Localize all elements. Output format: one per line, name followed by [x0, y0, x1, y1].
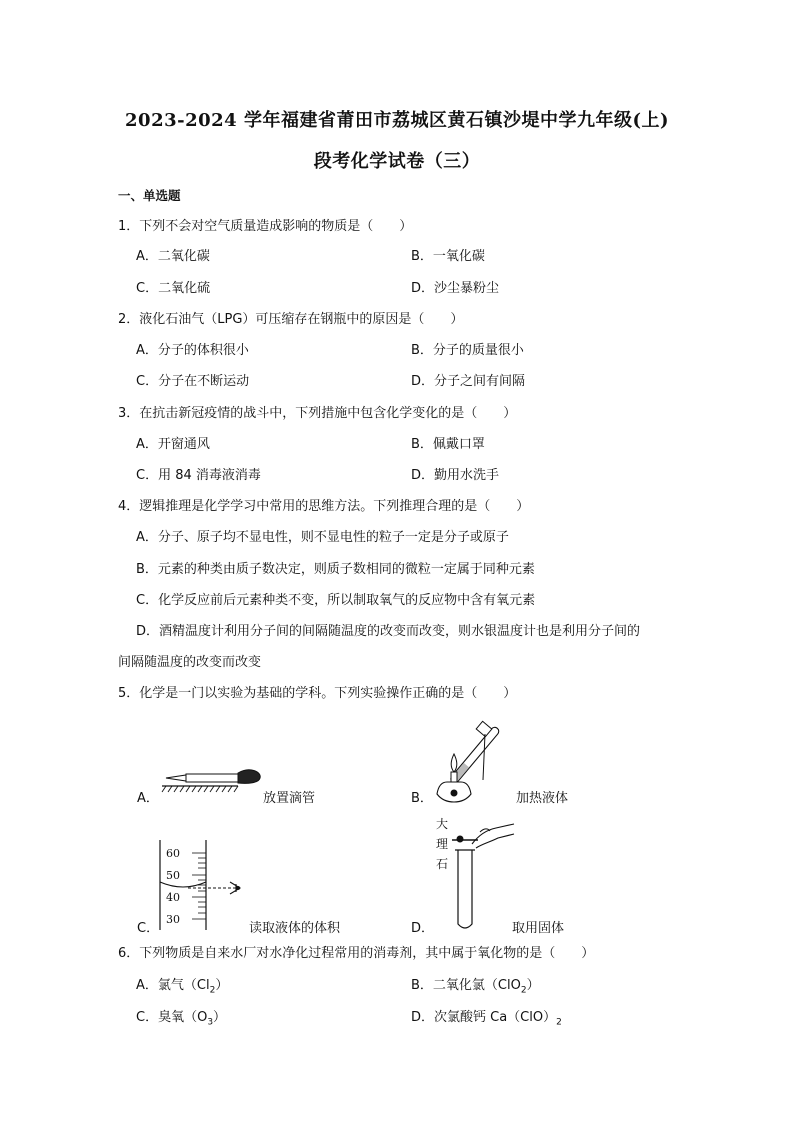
- marble-label-2: 理: [436, 837, 449, 851]
- q2-option-c[interactable]: C．分子在不断运动: [136, 374, 250, 389]
- q1-option-b[interactable]: B．一氧化碳: [411, 249, 485, 264]
- q5-option-b-caption: 加热液体: [516, 791, 569, 806]
- q5-option-c-letter[interactable]: C．: [137, 921, 160, 936]
- q3-option-c[interactable]: C．用 84 消毒液消毒: [136, 468, 261, 483]
- dropper-on-bench-figure: [160, 768, 265, 798]
- heating-liquid-figure: [425, 722, 500, 804]
- q1-option-c[interactable]: C．二氧化硫: [136, 281, 211, 296]
- q2-option-d[interactable]: D．分子之间有间隔: [411, 374, 526, 389]
- q3-option-b[interactable]: B．佩戴口罩: [411, 437, 485, 452]
- q5-option-a-caption: 放置滴管: [263, 791, 316, 806]
- q4-option-a[interactable]: A．分子、原子均不显电性，则不显电性的粒子一定是分子或原子: [136, 530, 509, 545]
- q1-option-a[interactable]: A．二氧化碳: [136, 249, 210, 264]
- graduated-cylinder-figure: [152, 838, 252, 934]
- question-6-stem: 6．下列物质是自来水厂对水净化过程常用的消毒剂，其中属于氧化物的是（ ）: [118, 946, 595, 961]
- q6-option-d[interactable]: D．次氯酸钙 $Ca(ClO)_2$: [411, 1010, 562, 1028]
- cylinder-tick-40: 40: [166, 891, 180, 904]
- q2-option-b[interactable]: B．分子的质量很小: [411, 343, 524, 358]
- q5-option-d-letter[interactable]: D．: [411, 921, 435, 936]
- q1-option-d[interactable]: D．沙尘暴粉尘: [411, 281, 500, 296]
- q4-option-d[interactable]: D．酒精温度计利用分子间的间隔随温度的改变而改变，则水银温度计也是利用分子间的: [136, 624, 641, 639]
- q4-option-c[interactable]: C．化学反应前后元素种类不变，所以制取氧气的反应物中含有氧元素: [136, 593, 536, 608]
- question-1-stem: 1．下列不会对空气质量造成影响的物质是（ ）: [118, 219, 413, 234]
- document-title-line2: 段考化学试卷（三）: [313, 151, 481, 172]
- q6-option-a[interactable]: A．氯气$(Cl_2)$: [136, 978, 229, 996]
- q6-option-b[interactable]: B．二氧化氯（ClO$_2$）: [411, 978, 540, 996]
- q4-option-d-continued: 间隔随温度的改变而改变: [118, 655, 262, 670]
- q5-option-d-caption: 取用固体: [512, 921, 565, 936]
- q5-option-a-letter[interactable]: A．: [137, 791, 159, 806]
- section-heading: 一、单选题: [118, 188, 181, 203]
- q4-option-b[interactable]: B．元素的种类由质子数决定，则质子数相同的微粒一定属于同种元素: [136, 562, 535, 577]
- q5-option-c-caption: 读取液体的体积: [249, 921, 341, 936]
- q2-option-a[interactable]: A．分子的体积很小: [136, 343, 249, 358]
- marble-label-1: 大: [436, 817, 449, 831]
- document-title-line1: 2023-2024 学年福建省莆田市荔城区黄石镇沙堤中学九年级(上): [125, 110, 669, 131]
- question-2-stem: 2．液化石油气（LPG）可压缩存在钢瓶中的原因是（ ）: [118, 312, 464, 327]
- marble-label-3: 石: [436, 857, 449, 871]
- question-3-stem: 3．在抗击新冠疫情的战斗中，下列措施中包含化学变化的是（ ）: [118, 406, 517, 421]
- question-4-stem: 4．逻辑推理是化学学习中常用的思维方法。下列推理合理的是（ ）: [118, 499, 530, 514]
- cylinder-tick-30: 30: [166, 913, 180, 926]
- q3-option-d[interactable]: D．勤用水洗手: [411, 468, 500, 483]
- question-5-stem: 5．化学是一门以实验为基础的学科。下列实验操作正确的是（ ）: [118, 686, 517, 701]
- q6-option-c[interactable]: C．臭氧$(O_3)$: [136, 1010, 227, 1028]
- q3-option-a[interactable]: A．开窗通风: [136, 437, 210, 452]
- q5-option-b-letter[interactable]: B．: [411, 791, 433, 806]
- cylinder-tick-50: 50: [166, 869, 180, 882]
- cylinder-tick-60: 60: [166, 847, 180, 860]
